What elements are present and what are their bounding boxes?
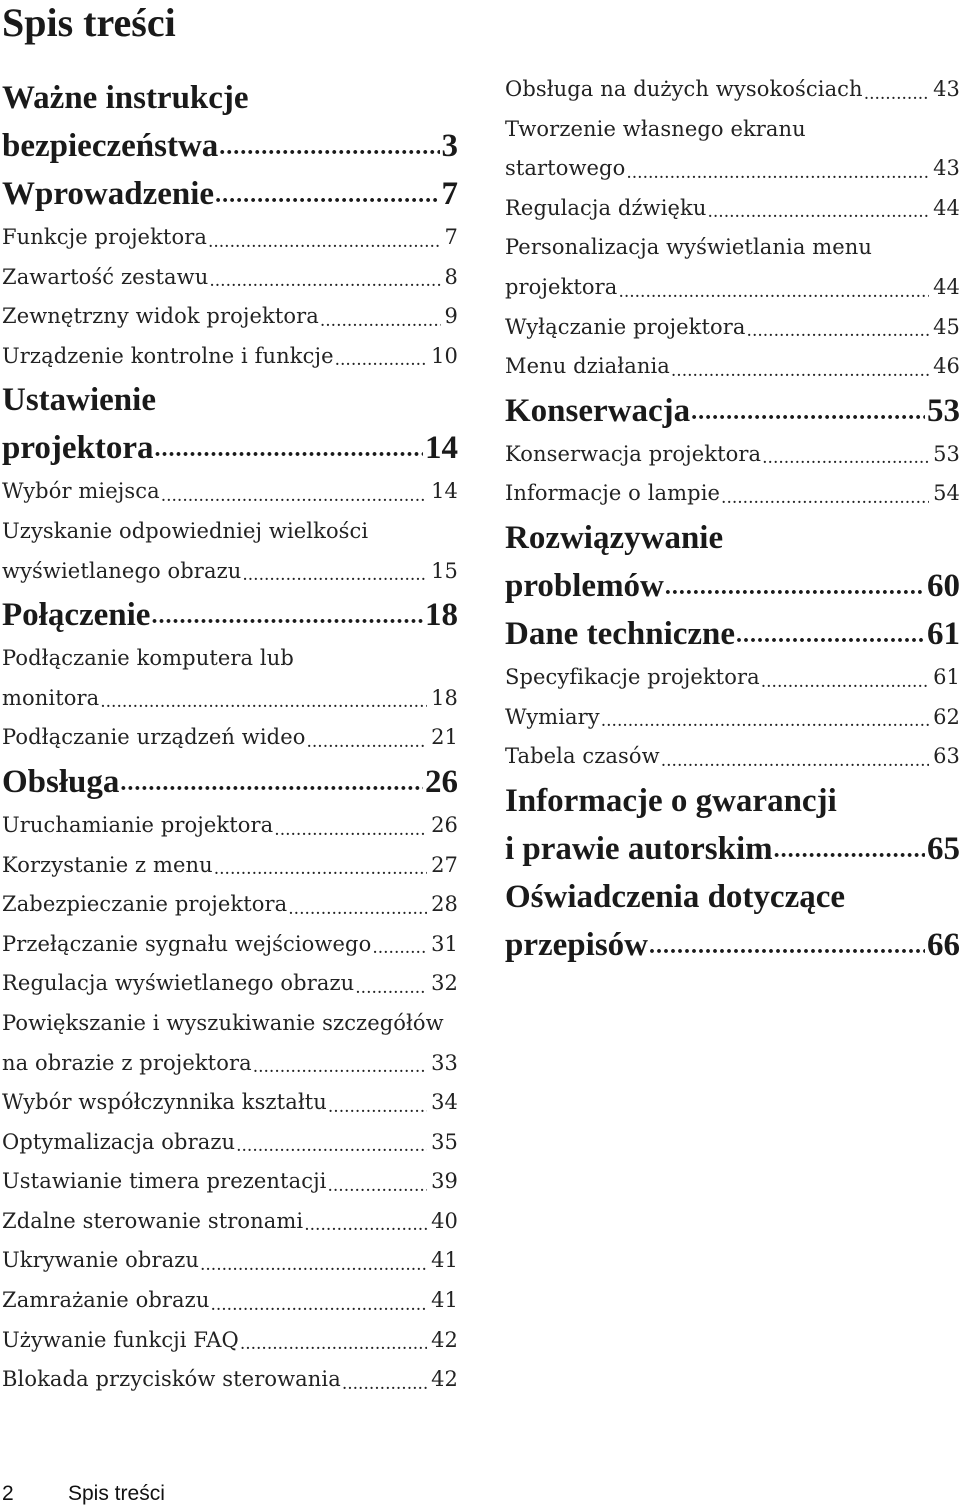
toc-section-entry[interactable]: [505, 610, 960, 658]
toc-subentry[interactable]: [2, 806, 458, 846]
toc-entry-title: Zamrażanie obrazu: [2, 1288, 210, 1313]
toc-page-number: 54: [933, 481, 960, 506]
toc-subentry[interactable]: [2, 846, 458, 886]
toc-entry-title: Zawartość zestawu: [2, 264, 209, 289]
toc-page-number: 21: [431, 725, 458, 750]
dot-leader: [327, 1083, 427, 1123]
dot-leader: [235, 1123, 427, 1163]
dot-leader: [371, 925, 427, 965]
toc-entry-title: Podłączanie urządzeń wideo: [2, 725, 306, 750]
toc-subentry[interactable]: [2, 925, 458, 965]
toc-page-number: 41: [431, 1248, 458, 1273]
toc-entry-title: Zewnętrzny widok projektora: [2, 304, 319, 329]
toc-subentry[interactable]: [2, 258, 458, 298]
toc-right-column: [505, 70, 960, 969]
toc-entry-title-line: Powiększanie i wyszukiwanie szczegółów: [2, 1010, 444, 1035]
dot-leader: [670, 347, 929, 387]
toc-subentry[interactable]: [2, 218, 458, 258]
toc-subentry[interactable]: [2, 512, 458, 591]
toc-entry-title-line: Ustawienie: [2, 382, 156, 419]
toc-entry-title: Dane techniczne: [505, 615, 736, 652]
toc-left-column: [2, 74, 458, 1400]
toc-entry-title-line: Uzyskanie odpowiedniej wielkości: [2, 518, 369, 543]
toc-section-entry[interactable]: [505, 777, 960, 873]
toc-page-number: 10: [431, 343, 458, 368]
toc-entry-title: Używanie funkcji FAQ: [2, 1327, 239, 1352]
toc-page-number: 39: [431, 1169, 458, 1194]
toc-entry-title: Obsługa: [2, 763, 120, 800]
toc-subentry[interactable]: [2, 885, 458, 925]
toc-page-number: 42: [431, 1327, 458, 1352]
toc-section-entry[interactable]: [505, 873, 960, 969]
toc-subentry[interactable]: [2, 1123, 458, 1163]
toc-section-entry[interactable]: [2, 591, 458, 639]
toc-entry-title: przepisów: [505, 926, 648, 963]
toc-page-number: 43: [933, 156, 960, 181]
toc-entry-title: Wybór miejsca: [2, 479, 160, 504]
toc-page-number: 34: [431, 1090, 458, 1115]
toc-page-number: 53: [933, 441, 960, 466]
footer-section-name: Spis treści: [68, 1482, 165, 1505]
dot-leader: [207, 218, 441, 258]
toc-page-number: 44: [933, 274, 960, 299]
toc-subentry[interactable]: [2, 1360, 458, 1400]
toc-entry-title: Informacje o lampie: [505, 481, 721, 506]
toc-page-number: 40: [431, 1208, 458, 1233]
dot-leader: [99, 679, 427, 719]
toc-page-number: 18: [431, 685, 458, 710]
dot-leader: [617, 268, 929, 308]
toc-page-number: 28: [431, 892, 458, 917]
toc-page-number: 9: [444, 304, 458, 329]
toc-entry-title: Menu działania: [505, 354, 670, 379]
toc-page-number: 45: [933, 314, 960, 339]
dot-leader: [241, 552, 427, 592]
toc-entry-title: Specyfikacje projektora: [505, 664, 760, 689]
toc-page-number: 65: [927, 830, 960, 867]
page-title: Spis treści: [2, 0, 176, 45]
toc-page-number: 3: [441, 128, 458, 164]
toc-subentry[interactable]: [2, 1241, 458, 1281]
dot-leader: [690, 387, 925, 435]
toc-section-entry[interactable]: [505, 514, 960, 610]
toc-entry-title: Wyłączanie projektora: [505, 314, 746, 339]
dot-leader: [218, 122, 439, 170]
dot-leader: [208, 258, 440, 298]
toc-entry-title: Tabela czasów: [505, 744, 660, 769]
footer-page-number: 2: [2, 1482, 14, 1505]
toc-page-number: 32: [431, 971, 458, 996]
toc-page-number: 63: [933, 744, 960, 769]
toc-page-number: 7: [441, 176, 458, 212]
toc-entry-title-line: Informacje o gwarancji: [505, 782, 837, 819]
toc-entry-title: problemów: [505, 567, 664, 604]
toc-entry-title: Konserwacja projektora: [505, 441, 762, 466]
toc-subentry[interactable]: [505, 474, 960, 514]
dot-leader: [735, 610, 925, 658]
toc-entry-title-line: Rozwiązywanie: [505, 519, 724, 556]
toc-entry-title: Urządzenie kontrolne i funkcje: [2, 343, 334, 368]
toc-entry-title: Przełączanie sygnału wejściowego: [2, 931, 372, 956]
toc-page-number: 61: [933, 664, 960, 689]
toc-subentry[interactable]: [505, 737, 960, 777]
dot-leader: [600, 698, 929, 738]
toc-page-number: 44: [933, 195, 960, 220]
toc-subentry[interactable]: [505, 347, 960, 387]
dot-leader: [863, 70, 929, 110]
dot-leader: [327, 1162, 428, 1202]
toc-page-number: 14: [425, 430, 458, 467]
toc-page-number: 33: [431, 1050, 458, 1075]
dot-leader: [660, 737, 929, 777]
dot-leader: [707, 189, 930, 229]
toc-subentry[interactable]: [2, 1004, 458, 1083]
dot-leader: [720, 474, 929, 514]
toc-page-number: 61: [927, 615, 960, 652]
toc-entry-title-line: Oświadczenia dotyczące: [505, 878, 846, 915]
dot-leader: [761, 435, 929, 475]
toc-subentry[interactable]: [505, 658, 960, 698]
dot-leader: [273, 806, 427, 846]
dot-leader: [625, 149, 929, 189]
dot-leader: [341, 1360, 427, 1400]
toc-subentry[interactable]: [2, 297, 458, 337]
toc-entry-title: Wymiary: [505, 704, 600, 729]
toc-page-number: 31: [431, 931, 458, 956]
dot-leader: [119, 758, 423, 806]
toc-entry-title-line: Podłączanie komputera lub: [2, 646, 294, 671]
toc-subentry[interactable]: [2, 718, 458, 758]
toc-subentry[interactable]: [2, 1202, 458, 1242]
dot-leader: [319, 297, 441, 337]
toc-entry-title: i prawie autorskim: [505, 830, 773, 867]
toc-page-number: 26: [425, 763, 458, 800]
toc-subentry[interactable]: [505, 435, 960, 475]
toc-entry-title: monitora: [2, 685, 100, 710]
toc-section-entry[interactable]: [2, 170, 458, 218]
toc-page-number: 60: [927, 567, 960, 604]
toc-section-entry[interactable]: [2, 376, 458, 472]
toc-subentry[interactable]: [505, 308, 960, 348]
toc-entry-title: Regulacja dźwięku: [505, 195, 707, 220]
toc-subentry[interactable]: [2, 1281, 458, 1321]
dot-leader: [160, 472, 427, 512]
toc-entry-title-line: Personalizacja wyświetlania menu: [505, 235, 873, 260]
dot-leader: [154, 424, 423, 472]
toc-page-number: 7: [444, 225, 458, 249]
dot-leader: [334, 337, 427, 377]
toc-section-entry[interactable]: [2, 74, 458, 170]
toc-page-number: 53: [927, 392, 960, 429]
toc-page-number: 43: [933, 77, 960, 101]
toc-page-number: 14: [431, 479, 458, 504]
dot-leader: [209, 1281, 427, 1321]
toc-entry-title: Blokada przycisków sterowania: [2, 1367, 341, 1392]
dot-leader: [773, 825, 925, 873]
dot-leader: [664, 562, 925, 610]
dot-leader: [648, 921, 925, 969]
toc-subentry[interactable]: [505, 110, 960, 189]
toc-entry-title: startowego: [505, 156, 626, 181]
toc-entry-title: na obrazie z projektora: [2, 1050, 252, 1075]
toc-page-number: 41: [431, 1288, 458, 1313]
toc-entry-title: Obsługa na dużych wysokościach: [505, 77, 863, 101]
toc-entry-title: Połączenie: [2, 597, 151, 634]
toc-subentry[interactable]: [505, 698, 960, 738]
toc-subentry[interactable]: [2, 1162, 458, 1202]
toc-subentry[interactable]: [2, 337, 458, 377]
toc-entry-title: wyświetlanego obrazu: [2, 558, 242, 583]
toc-subentry[interactable]: [2, 964, 458, 1004]
toc-entry-title: projektora: [2, 430, 154, 467]
toc-entry-title: Optymalizacja obrazu: [2, 1129, 236, 1154]
toc-subentry[interactable]: [505, 189, 960, 229]
toc-entry-title-line: Tworzenie własnego ekranu: [505, 116, 806, 141]
toc-entry-title: Regulacja wyświetlanego obrazu: [2, 971, 355, 996]
toc-subentry[interactable]: [2, 1083, 458, 1123]
toc-page-number: 8: [444, 264, 458, 289]
dot-leader: [150, 591, 423, 639]
toc-entry-title: projektora: [505, 274, 618, 299]
toc-page-number: 62: [933, 704, 960, 729]
toc-entry-title: Wprowadzenie: [2, 176, 215, 212]
toc-entry-title: Ukrywanie obrazu: [2, 1248, 199, 1273]
toc-entry-title: Ustawianie timera prezentacji: [2, 1169, 327, 1194]
toc-entry-title: Zdalne sterowanie stronami: [2, 1208, 304, 1233]
toc-subentry[interactable]: [505, 70, 960, 110]
dot-leader: [214, 170, 439, 218]
toc-subentry[interactable]: [2, 472, 458, 512]
toc-entry-title: Zabezpieczanie projektora: [2, 892, 288, 917]
toc-entry-title: Korzystanie z menu: [2, 852, 213, 877]
toc-page-number: 15: [431, 558, 458, 583]
dot-leader: [252, 1044, 427, 1084]
toc-page-number: 42: [431, 1367, 458, 1392]
toc-subentry[interactable]: [2, 1321, 458, 1361]
dot-leader: [305, 718, 427, 758]
toc-entry-title: bezpieczeństwa: [2, 128, 219, 164]
toc-section-entry[interactable]: [505, 387, 960, 435]
toc-subentry[interactable]: [2, 639, 458, 718]
toc-page-number: 27: [431, 852, 458, 877]
toc-entry-title: Wybór współczynnika kształtu: [2, 1090, 327, 1115]
dot-leader: [287, 885, 427, 925]
dot-leader: [239, 1321, 427, 1361]
dot-leader: [213, 846, 427, 886]
toc-entry-title-line: Ważne instrukcje: [2, 80, 249, 116]
toc-page-number: 66: [927, 926, 960, 963]
dot-leader: [303, 1202, 427, 1242]
dot-leader: [199, 1241, 427, 1281]
toc-entry-title: Konserwacja: [505, 392, 691, 429]
toc-page-number: 18: [425, 597, 458, 634]
toc-section-entry[interactable]: [2, 758, 458, 806]
toc-page-number: 35: [431, 1129, 458, 1154]
dot-leader: [354, 964, 427, 1004]
toc-entry-title: Uruchamianie projektora: [2, 812, 274, 837]
dot-leader: [746, 308, 930, 348]
dot-leader: [760, 658, 929, 698]
toc-page-number: 46: [933, 354, 960, 379]
toc-subentry[interactable]: [505, 228, 960, 307]
toc-page-number: 26: [431, 812, 458, 837]
toc-entry-title: Funkcje projektora: [2, 225, 207, 249]
page-footer: [2, 1480, 165, 1508]
